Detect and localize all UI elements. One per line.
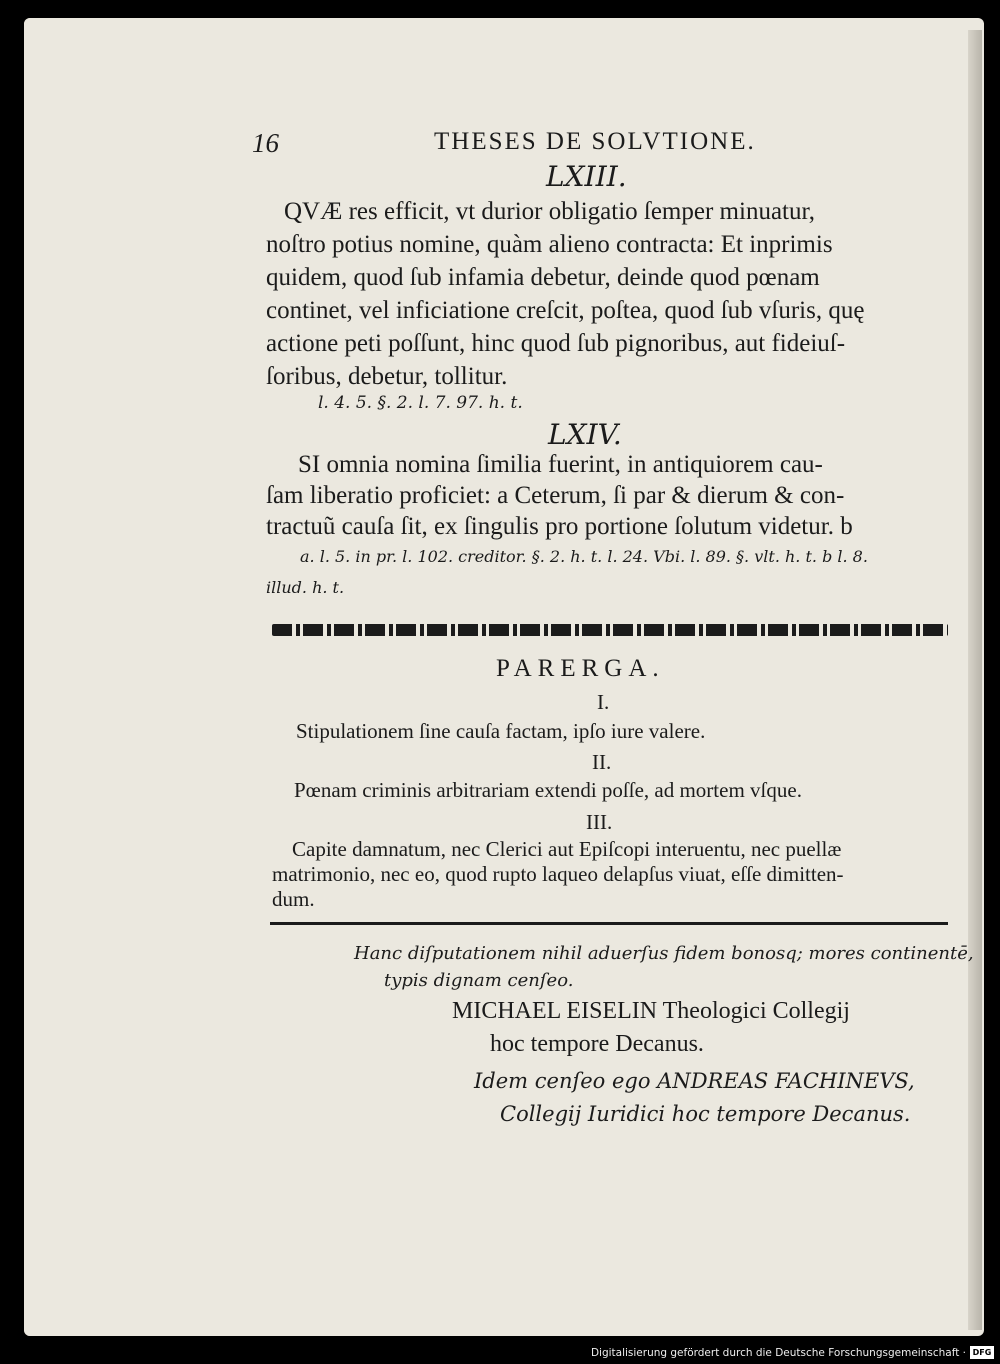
approval-line: typis dignam cenſeo. <box>384 970 574 991</box>
thesis-63-citation: l. 4. 5. §. 2. l. 7. 97. h. t. <box>318 393 523 413</box>
thesis-64-citation: illud. h. t. <box>266 578 345 597</box>
footer-credit: Digitalisierung gefördert durch die Deutsche Forschungsgemeinschaft · <box>590 1347 966 1359</box>
page-edge <box>968 30 982 1330</box>
thesis-63-number: LXIII. <box>546 160 627 193</box>
thesis-64-line: ſam liberatio proficiet: a Ceterum, ſi par & dierum & con- <box>266 482 845 509</box>
parerga-item-line: dum. <box>272 887 315 911</box>
thesis-64-citation: a. l. 5. in pr. l. 102. creditor. §. 2. h. t. l. 24. Vbi. l. 89. §. vlt. h. t. b l. 8. <box>300 547 868 566</box>
approval-line: Hanc diſputationem nihil aduerſus fidem bonosq; mores continentē, <box>354 943 974 964</box>
parerga-title: PARERGA. <box>496 655 665 682</box>
thesis-63-line: continet, vel inficiatione creſcit, poſtea, quod ſub vſuris, quę <box>266 297 865 324</box>
parerga-numeral: II. <box>592 750 612 774</box>
parerga-numeral: I. <box>597 690 610 714</box>
dfg-logo: DFG <box>970 1346 994 1359</box>
parerga-item-line: Pœnam criminis arbitrariam extendi poſſe, ad mortem vſque. <box>294 778 802 802</box>
parerga-item-line: Stipulationem ſine cauſa factam, ipſo iure valere. <box>296 719 706 743</box>
parerga-numeral: III. <box>586 810 613 834</box>
signer-1-line: hoc tempore Decanus. <box>490 1031 704 1057</box>
thesis-63-line: quidem, quod ſub infamia debetur, deinde quod pœnam <box>266 264 820 291</box>
thesis-63-line: QVÆ res efficit, vt durior obligatio ſemper minuatur, <box>284 198 816 225</box>
thesis-64-line: tractuũ cauſa ſit, ex ſingulis pro portione ſolutum videtur. b <box>266 513 853 540</box>
page-number: 16 <box>252 128 279 158</box>
signer-2-line: Idem cenſeo ego ANDREAS FACHINEVS, <box>474 1069 915 1093</box>
thesis-63-line: actione peti poſſunt, hinc quod ſub pignoribus, aut fideiuſ- <box>266 330 846 357</box>
separator-rule <box>270 922 948 925</box>
ornamental-border <box>272 624 948 636</box>
parerga-item-line: Capite damnatum, nec Clerici aut Epiſcopi interuentu, nec puellæ <box>292 837 842 861</box>
thesis-63-line: ſoribus, debetur, tollitur. <box>266 363 508 390</box>
running-title: THESES DE SOLVTIONE. <box>434 128 756 155</box>
signer-2-line: Collegij Iuridici hoc tempore Decanus. <box>500 1102 911 1126</box>
thesis-64-number: LXIV. <box>548 418 622 451</box>
thesis-64-line: SI omnia nomina ſimilia fuerint, in antiquiorem cau- <box>298 451 823 478</box>
thesis-63-line: noſtro potius nomine, quàm alieno contracta: Et inprimis <box>266 231 833 258</box>
signer-1-line: MICHAEL EISELIN Theologici Collegij <box>452 998 850 1024</box>
parerga-item-line: matrimonio, nec eo, quod rupto laqueo delapſus viuat, eſſe dimitten- <box>272 862 844 886</box>
